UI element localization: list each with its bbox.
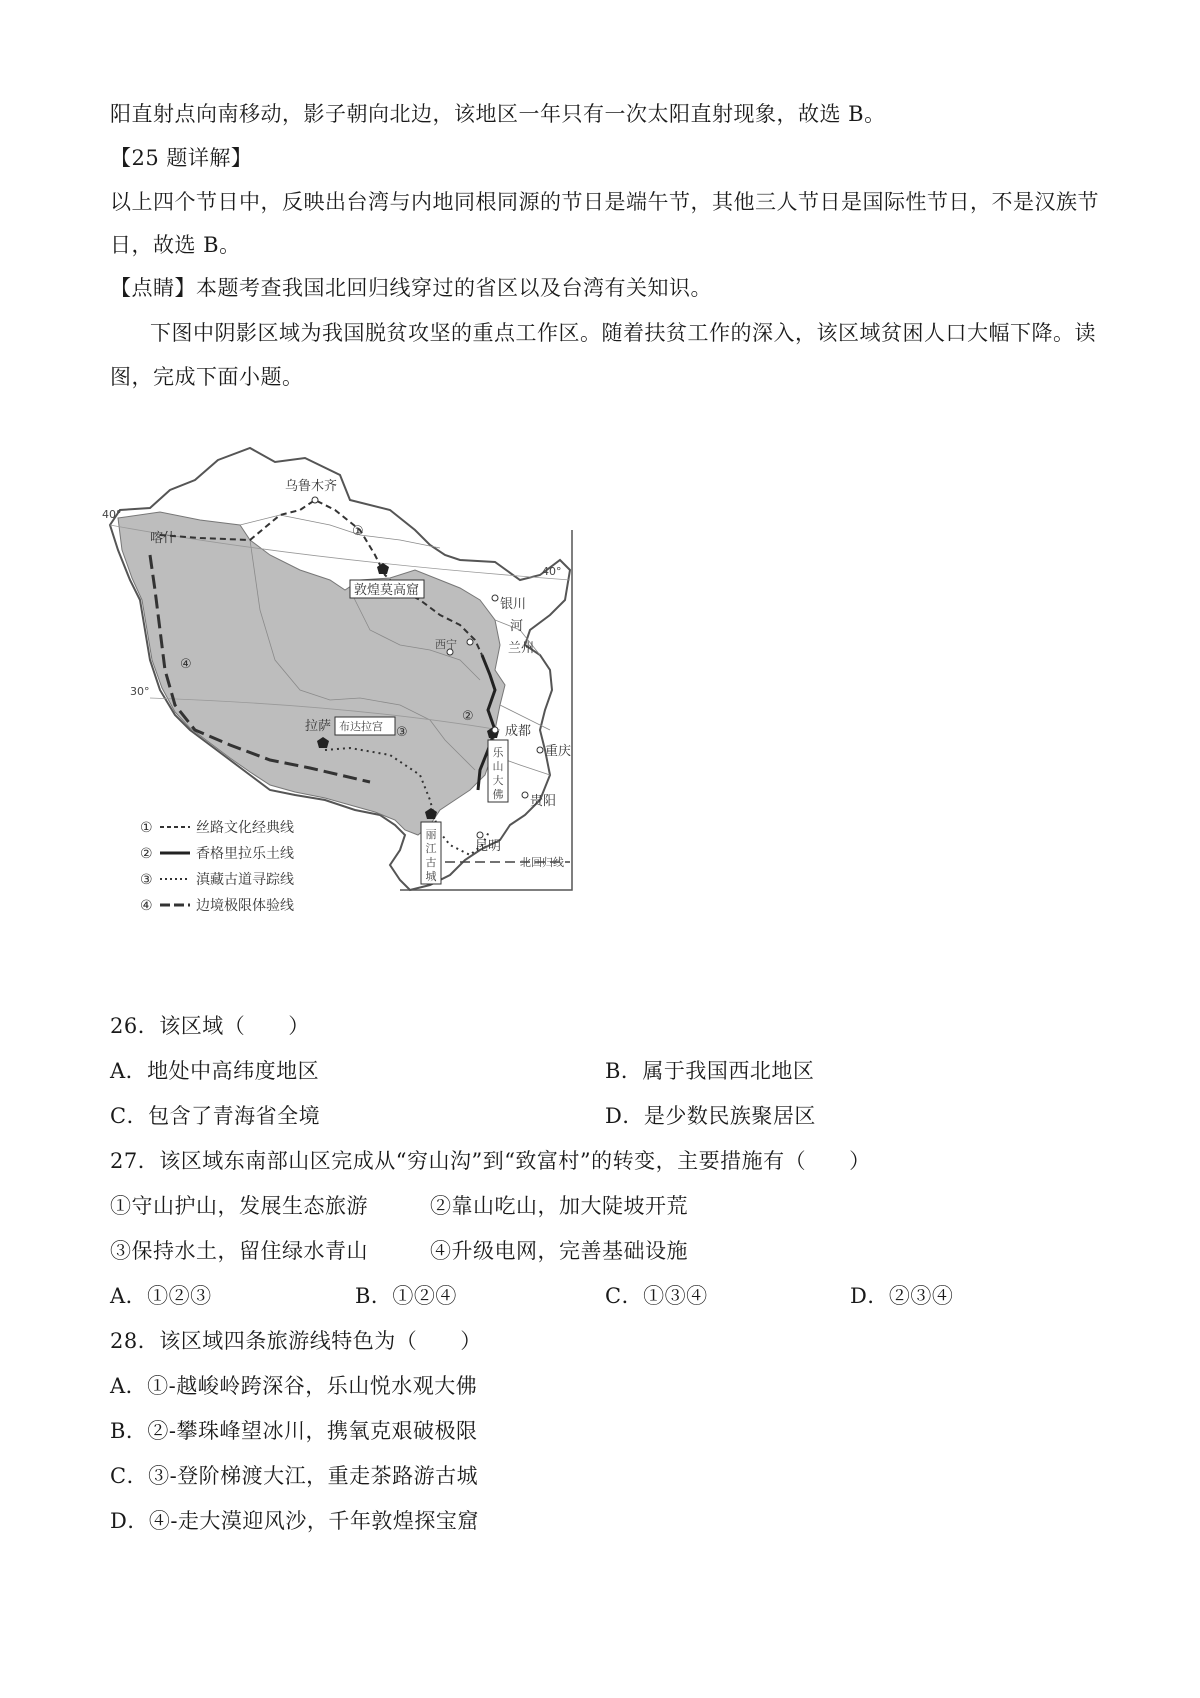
legend-text-1: 丝路文化经典线	[196, 820, 294, 836]
label-leshan-4: 佛	[492, 788, 504, 801]
q25-explanation-line1: 以上四个节日中，反映出台湾与内地同根同源的节日是端午节，其他三人节日是国际性节日，不是汉族节	[110, 190, 1099, 214]
q27-stem: 27．该区域东南部山区完成从“穷山沟”到“致富村”的转变，主要措施有（ ）	[110, 1149, 871, 1173]
q28-stem: 28．该区域四条旅游线特色为（ ）	[110, 1329, 482, 1353]
chongqing-dot	[537, 747, 543, 753]
label-lijiang-3: 古	[425, 856, 437, 869]
q26-option-b[interactable]: B．属于我国西北地区	[605, 1059, 815, 1083]
q25-explanation-line2: 日，故选 B。	[110, 233, 241, 257]
q27-option-c[interactable]: C．①③④	[605, 1284, 708, 1308]
label-guiyang: 贵阳	[530, 794, 557, 809]
q28-option-c[interactable]: C．③-登阶梯渡大江，重走茶路游古城	[110, 1464, 479, 1488]
q27-statement-2: ②靠山吃山，加大陡坡开荒	[430, 1194, 688, 1218]
legend-num-1: ①	[140, 820, 153, 836]
label-lanzhou: 兰州	[508, 641, 535, 656]
chengdu-dot	[492, 727, 498, 733]
label-tropic: 北回归线	[520, 856, 564, 869]
route-marker-2: ②	[462, 709, 474, 724]
label-lat40-east: 40°	[542, 565, 562, 578]
q28-option-b[interactable]: B．②-攀珠峰望冰川，携氧克艰破极限	[110, 1419, 478, 1443]
label-lijiang-2: 江	[425, 842, 437, 855]
q28-option-a[interactable]: A．①-越峻岭跨深谷，乐山悦水观大佛	[110, 1374, 478, 1398]
q27-option-d[interactable]: D．②③④	[850, 1284, 954, 1308]
q27-statement-1: ①守山护山，发展生态旅游	[110, 1194, 368, 1218]
label-chengdu: 成都	[505, 724, 532, 739]
guiyang-dot	[522, 792, 528, 798]
label-xining: 西宁	[435, 638, 457, 651]
map-legend	[140, 819, 294, 914]
label-lat30: 30°	[130, 685, 150, 698]
q27-statement-3: ③保持水土，留住绿水青山	[110, 1239, 368, 1263]
label-leshan-2: 山	[492, 760, 504, 773]
q25-heading: 【25 题详解】	[110, 146, 253, 170]
legend-num-3: ③	[140, 872, 153, 888]
label-leshan-3: 大	[492, 774, 504, 787]
q26-option-a[interactable]: A．地处中高纬度地区	[110, 1059, 320, 1083]
kunming-dot	[477, 832, 483, 838]
legend-text-4: 边境极限体验线	[196, 898, 294, 914]
label-potala: 布达拉宫	[339, 720, 383, 733]
q27-option-b[interactable]: B．①②④	[355, 1284, 457, 1308]
q26-option-d[interactable]: D．是少数民族聚居区	[605, 1104, 816, 1128]
q26-stem: 26．该区域（ ）	[110, 1014, 310, 1038]
q26-option-c[interactable]: C．包含了青海省全境	[110, 1104, 321, 1128]
legend-text-3: 滇藏古道寻踪线	[196, 872, 294, 888]
lanzhou-dot	[467, 639, 473, 645]
urumqi-dot	[312, 497, 318, 503]
route-marker-1: ①	[352, 524, 364, 539]
tip-note: 【点睛】本题考查我国北回归线穿过的省区以及台湾有关知识。	[110, 276, 712, 300]
yinchuan-dot	[492, 595, 498, 601]
route-marker-4: ④	[180, 657, 192, 672]
poverty-region-map	[100, 430, 640, 970]
label-yinchuan: 银川	[500, 597, 527, 612]
label-kunming: 昆明	[475, 839, 502, 854]
label-lijiang-1: 丽	[425, 828, 437, 841]
label-leshan-1: 乐	[492, 746, 504, 759]
q27-statement-4: ④升级电网，完善基础设施	[430, 1239, 688, 1263]
legend-num-4: ④	[140, 898, 153, 914]
legend-text-2: 香格里拉乐土线	[196, 846, 294, 862]
route-marker-3: ③	[396, 725, 408, 740]
label-lijiang-4: 城	[425, 870, 437, 883]
intro-paragraph-line2: 图，完成下面小题。	[110, 365, 304, 389]
label-he: 河	[510, 619, 524, 634]
q28-option-d[interactable]: D．④-走大漠迎风沙，千年敦煌探宝窟	[110, 1509, 479, 1533]
label-chongqing: 重庆	[545, 744, 572, 759]
label-kashgar: 喀什	[150, 531, 177, 546]
map-svg	[100, 430, 640, 970]
label-dunhuang: 敦煌莫高窟	[354, 583, 420, 598]
intro-paragraph-line1: 下图中阴影区域为我国脱贫攻坚的重点工作区。随着扶贫工作的深入，该区域贫困人口大幅下降。读	[150, 321, 1096, 345]
label-urumqi: 乌鲁木齐	[285, 479, 338, 494]
label-lhasa: 拉萨	[305, 719, 332, 734]
answer-continuation: 阳直射点向南移动，影子朝向北边，该地区一年只有一次太阳直射现象，故选 B。	[110, 102, 886, 126]
legend-num-2: ②	[140, 846, 153, 862]
label-lat40-west: 40°	[102, 508, 122, 521]
q27-option-a[interactable]: A．①②③	[110, 1284, 212, 1308]
